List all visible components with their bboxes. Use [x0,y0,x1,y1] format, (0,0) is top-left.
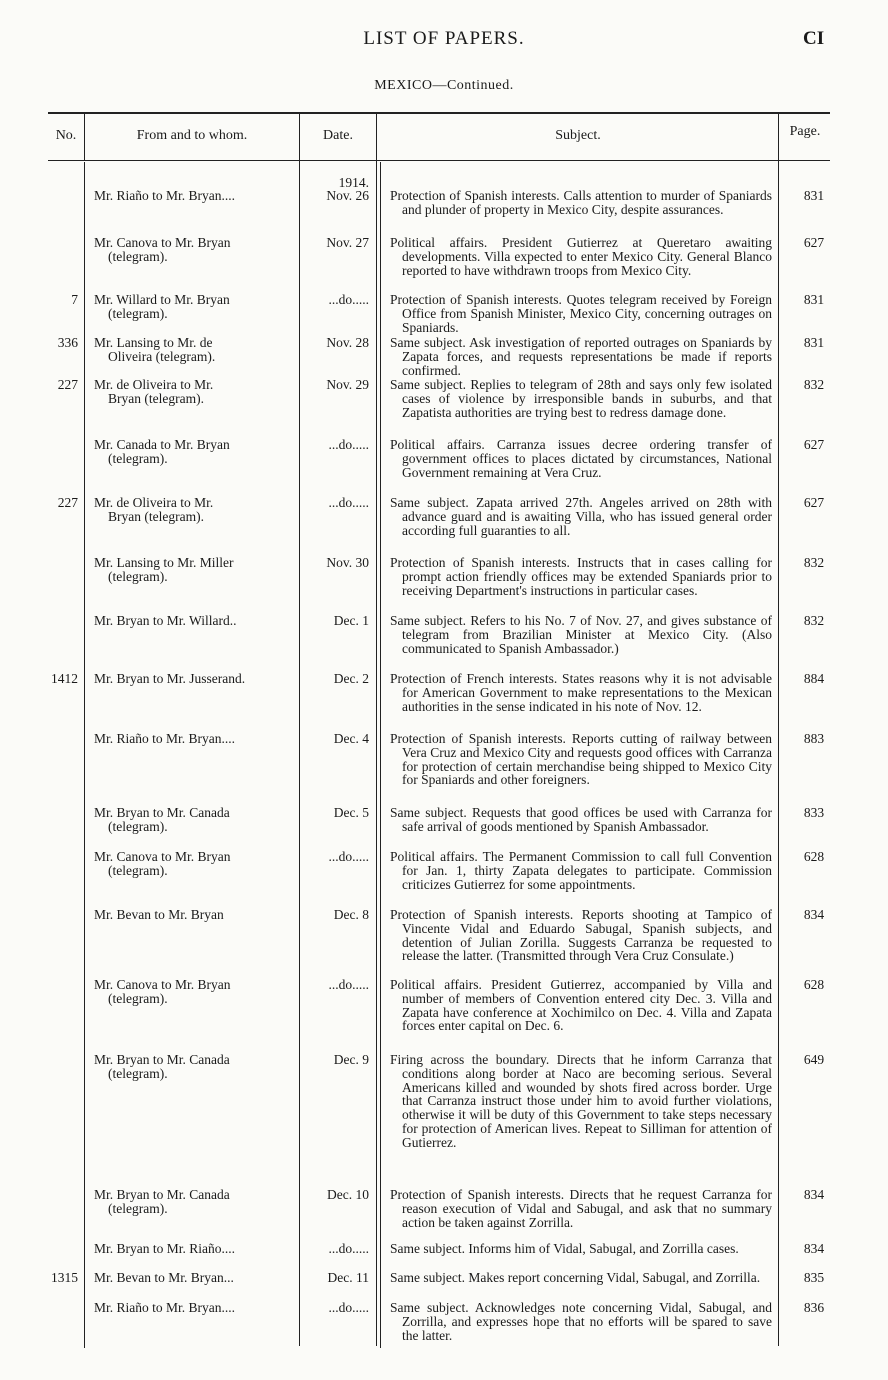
from-to-cell [94,236,296,264]
column-header-from: From and to whom. [136,128,248,143]
page-cell: 627 [803,495,825,510]
page-cell: 836 [803,1300,825,1315]
from-to-cell [94,1271,296,1285]
from-to-text: Mr. de Oliveira to Mr. [94,377,214,392]
from-to-text: Mr. Lansing to Mr. Miller [94,555,234,570]
from-to-continuation: (telegram). [108,990,168,1006]
column-header-subject: Subject. [555,128,601,143]
column-divider [299,114,300,1346]
column-header-page: Page. [789,124,821,139]
from-to-text: Mr. Bevan to Mr. Bryan... [94,1270,234,1285]
from-to-cell [94,1188,296,1216]
subject-cell: Same subject. Zapata arrived 27th. Angeles arrived on 28th with advance guard and is awaiting Villa, who has issued general order according full guaranties to all. [390,495,772,538]
subject-cell: Same subject. Acknowledges note concerning Vidal, Sabugal, and Zorrilla, and expresses hope that no efforts will be spared to save the latter. [390,1300,772,1343]
header-bottom-rule [48,160,830,161]
row-number: 1315 [51,1270,78,1285]
from-to-continuation: (telegram). [108,305,168,321]
from-to-text: Mr. Willard to Mr. Bryan [94,292,230,307]
column-divider [376,114,377,1346]
date-cell: Nov. 29 [326,377,369,392]
page-cell: 832 [803,377,825,392]
from-to-cell [94,908,296,922]
from-to-text: Mr. Riaño to Mr. Bryan.... [94,731,235,746]
date-cell: Dec. 8 [333,907,369,922]
from-to-cell [94,189,296,203]
page-number: CI [803,28,825,49]
subject-cell: Same subject. Ask investigation of reported outrages on Spaniards by Zapata forces, and requests representations be made if reports confirmed. [390,335,772,378]
column-divider [84,114,85,160]
page-cell: 835 [803,1270,825,1285]
page-cell: 834 [803,1187,825,1202]
page-cell: 832 [803,555,825,570]
date-cell: ...do..... [328,1241,369,1256]
subject-cell: Political affairs. President Gutierrez at Queretaro awaiting developments. Villa expected to enter Mexico City. General Blanco reported to have withdrawn troops from Mexico City. [390,235,772,278]
from-to-continuation: Bryan (telegram). [108,508,204,524]
subject-cell: Firing across the boundary. Directs that he inform Carranza that conditions along border at Naco are becoming serious. Several Americans killed and wounded by shots fired across border. Urge that Carranza instruct those under him to avoid further violations, otherwise it will be duty of this Government to take steps necessary for protection of American lives. Repeat to Silliman for attention of Gutierrez. [390,1052,772,1150]
page-cell: 832 [803,613,825,628]
from-to-text: Mr. Bryan to Mr. Canada [94,1187,230,1202]
from-to-continuation: (telegram). [108,1200,168,1216]
column-header-no: No. [55,128,77,143]
date-cell: ...do..... [328,977,369,992]
page-cell: 627 [803,235,825,250]
subject-cell: Protection of Spanish interests. Quotes telegram received by Foreign Office from Spanish Minister, Mexico City, concerning outrages on Spaniards. [390,292,772,335]
from-to-continuation: Oliveira (telegram). [108,348,216,364]
row-number: 336 [57,335,78,350]
page-cell: 884 [803,671,825,686]
from-to-cell [94,672,296,686]
from-to-cell [94,850,296,878]
date-cell: Nov. 30 [326,555,369,570]
from-to-cell [94,1242,296,1256]
date-cell: ...do..... [328,292,369,307]
row-number: 227 [57,377,78,392]
subject-cell: Protection of Spanish interests. Instructs that in cases calling for prompt action friendly offices may be extended Spaniards prior to receiving Department's instructions in particular cases. [390,555,772,598]
from-to-continuation: (telegram). [108,818,168,834]
row-number: 1412 [51,671,78,686]
date-cell: Nov. 28 [326,335,369,350]
from-to-cell [94,978,296,1006]
from-to-continuation: (telegram). [108,450,168,466]
subject-cell: Protection of Spanish interests. Calls attention to murder of Spaniards and plunder of property in Mexico City, despite assurances. [390,188,772,217]
from-to-text: Mr. Bryan to Mr. Canada [94,1052,230,1067]
page-cell: 834 [803,907,825,922]
subject-cell: Protection of Spanish interests. Directs that he request Carranza for reason execution of Vidal and Sabugal, and ask that no summary action be taken against Zorrilla. [390,1187,772,1230]
subject-cell: Same subject. Informs him of Vidal, Sabugal, and Zorrilla cases. [390,1241,739,1256]
from-to-cell [94,378,296,406]
from-to-text: Mr. Riaño to Mr. Bryan.... [94,188,235,203]
column-divider [84,162,85,1348]
page-cell: 628 [803,977,825,992]
from-to-cell [94,732,296,746]
page-cell: 627 [803,437,825,452]
page-cell: 831 [803,188,825,203]
from-to-text: Mr. Riaño to Mr. Bryan.... [94,1300,235,1315]
date-cell: Nov. 26 [326,188,369,203]
page-cell: 831 [803,335,825,350]
page-cell: 831 [803,292,825,307]
from-to-cell [94,614,296,628]
date-cell: Dec. 9 [333,1052,369,1067]
from-to-text: Mr. Bevan to Mr. Bryan [94,907,224,922]
table-top-rule [48,112,830,114]
subject-cell: Protection of Spanish interests. Reports shooting at Tampico of Vincente Vidal and Eduardo Sabugal, Spanish subjects, and detention of Julian Zorilla. Suggests Carranza be requested to release the latter. (Transmitted through Vera Cruz Consulate.) [390,907,772,964]
subject-cell: Same subject. Replies to telegram of 28th and says only few isolated cases of violence by irresponsible bands in suburbs, and that Zapatista authorities are trying best to redress damage done. [390,377,772,420]
from-to-continuation: (telegram). [108,248,168,264]
date-cell: Dec. 5 [333,805,369,820]
row-number: 7 [71,292,78,307]
date-cell: Dec. 4 [333,731,369,746]
date-cell: Dec. 11 [327,1270,369,1285]
column-divider [380,162,381,1348]
from-to-cell [94,438,296,466]
from-to-continuation: (telegram). [108,568,168,584]
page-title: LIST OF PAPERS. [363,28,525,49]
page-cell: 628 [803,849,825,864]
from-to-continuation: (telegram). [108,862,168,878]
date-cell: Dec. 1 [333,613,369,628]
subject-cell: Same subject. Refers to his No. 7 of Nov. 27, and gives substance of telegram from Brazilian Minister at Mexico City. (Also communicated to Spanish Ambassador.) [390,613,772,656]
from-to-continuation: (telegram). [108,1065,168,1081]
subject-cell: Same subject. Makes report concerning Vidal, Sabugal, and Zorrilla. [390,1270,761,1285]
from-to-text: Mr. Bryan to Mr. Willard.. [94,613,237,628]
section-title: MEXICO—Continued. [374,78,514,93]
from-to-text: Mr. Canova to Mr. Bryan [94,235,231,250]
page-cell: 883 [803,731,825,746]
subject-cell: Political affairs. President Gutierrez, accompanied by Villa and number of members of Convention entered city Dec. 3. Villa and Zapata have conference at Xochimilco on Dec. 4. Villa and Zapata forces enter capital on Dec. 6. [390,977,772,1034]
subject-cell: Political affairs. Carranza issues decree ordering transfer of government offices to places dictated by circumstances, National Government remaining at Vera Cruz. [390,437,772,480]
from-to-text: Mr. Bryan to Mr. Canada [94,805,230,820]
from-to-cell [94,293,296,321]
date-cell: Dec. 10 [327,1187,369,1202]
from-to-continuation: Bryan (telegram). [108,390,204,406]
subject-cell: Protection of Spanish interests. Reports cutting of railway between Vera Cruz and Mexico City and requests good offices with Carranza for protection of certain merchandise being shipped to Mexico City for Spaniards and other foreigners. [390,731,772,788]
from-to-text: Mr. Canada to Mr. Bryan [94,437,230,452]
from-to-text: Mr. Lansing to Mr. de [94,335,213,350]
page-cell: 649 [803,1052,825,1067]
year-label: 1914. [338,175,369,190]
from-to-text: Mr. Bryan to Mr. Riaño.... [94,1241,235,1256]
date-cell: ...do..... [328,849,369,864]
from-to-cell [94,1053,296,1081]
page-cell: 834 [803,1241,825,1256]
from-to-cell [94,336,296,364]
date-cell: ...do..... [328,1300,369,1315]
from-to-text: Mr. Bryan to Mr. Jusserand. [94,671,246,686]
row-number: 227 [57,495,78,510]
from-to-cell [94,1301,296,1315]
date-cell: Dec. 2 [333,671,369,686]
date-cell: Nov. 27 [326,235,369,250]
subject-cell: Political affairs. The Permanent Commission to call full Convention for Jan. 1, thirty Zapata delegates to participate. Commission criticizes Gutierrez for some appointments. [390,849,772,892]
column-header-date: Date. [323,128,353,143]
from-to-cell [94,496,296,524]
date-cell: ...do..... [328,495,369,510]
from-to-text: Mr. de Oliveira to Mr. [94,495,214,510]
subject-cell: Same subject. Requests that good offices be used with Carranza for safe arrival of goods mentioned by Spanish Ambassador. [390,805,772,834]
subject-cell: Protection of French interests. States reasons why it is not advisable for American Government to make representations to the Mexican authorities in the sense indicated in his note of Nov. 12. [390,671,772,714]
page-cell: 833 [803,805,825,820]
from-to-cell [94,806,296,834]
date-cell: ...do..... [328,437,369,452]
from-to-cell [94,556,296,584]
from-to-text: Mr. Canova to Mr. Bryan [94,849,231,864]
column-divider [778,114,779,1346]
from-to-text: Mr. Canova to Mr. Bryan [94,977,231,992]
